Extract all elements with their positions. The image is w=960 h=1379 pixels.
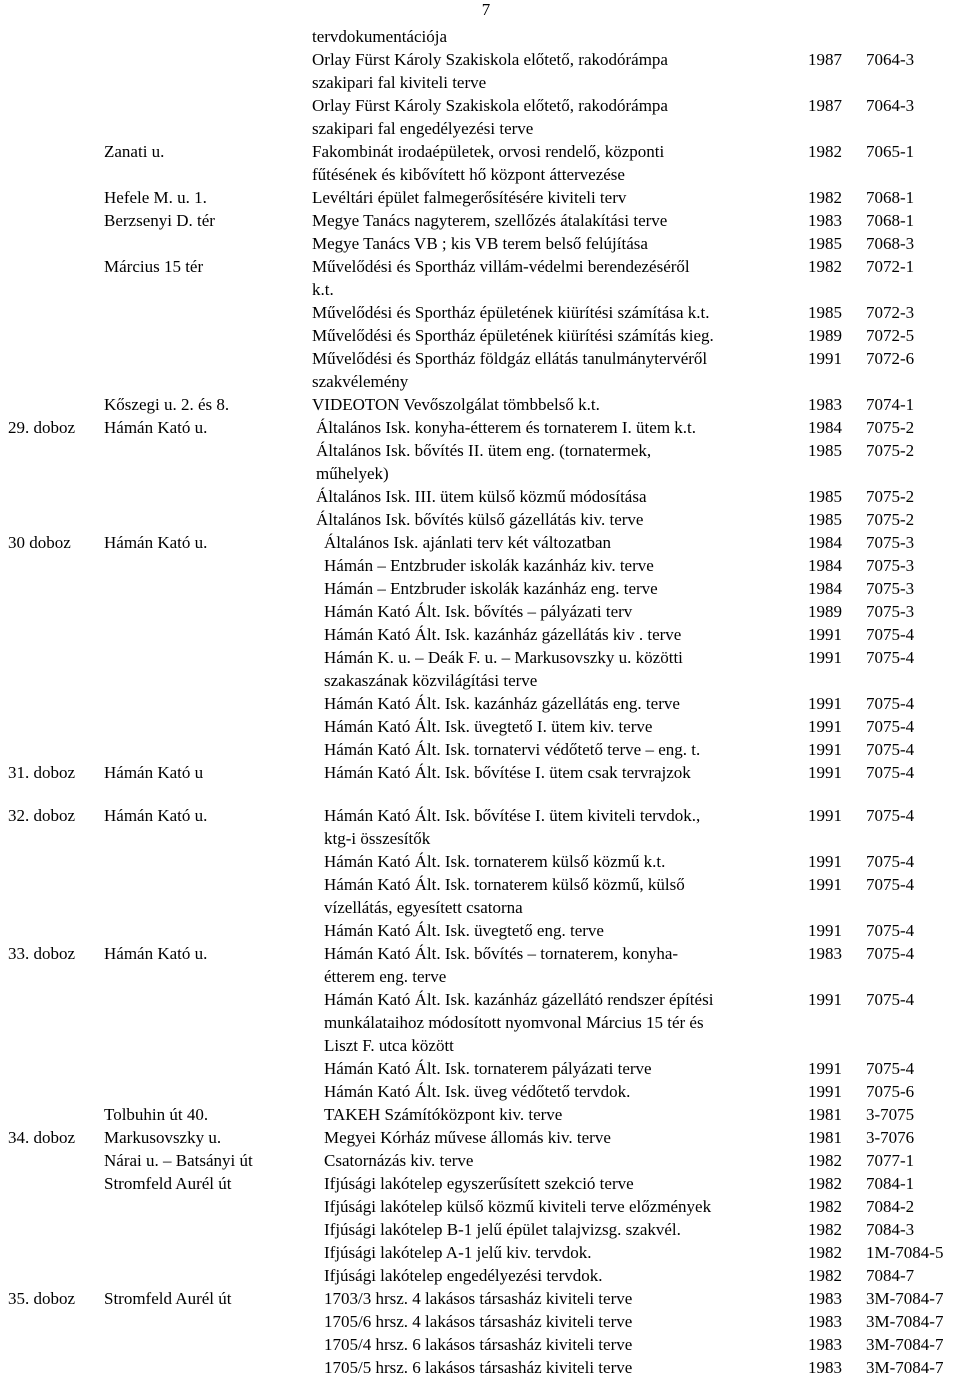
year-cell: 1983: [808, 1358, 842, 1377]
year-cell: 1982: [808, 1197, 842, 1216]
table-row: [0, 554, 960, 577]
code-cell: 3M-7084-7: [866, 1312, 944, 1331]
table-row: [0, 370, 960, 393]
table-row: [0, 1080, 960, 1103]
description-cell: tervdokumentációja: [312, 27, 448, 46]
code-cell: 7075-3: [866, 533, 915, 552]
year-cell: 1985: [808, 487, 842, 506]
code-cell: 7075-4: [866, 648, 915, 667]
table-row: [0, 1310, 960, 1333]
table-row: [0, 278, 960, 301]
code-cell: 7075-4: [866, 717, 915, 736]
code-cell: 7084-3: [866, 1220, 915, 1239]
box-number-cell: 32. doboz: [8, 806, 76, 825]
description-cell: szakaszának közvilágítási terve: [324, 671, 538, 690]
description-cell: ktg-i összesítők: [324, 829, 431, 848]
table-row: [0, 71, 960, 94]
address-cell: Hámán Kató u.: [104, 806, 208, 825]
code-cell: 7075-4: [866, 1059, 915, 1078]
address-cell: Hámán Kató u.: [104, 418, 208, 437]
table-row: [0, 485, 960, 508]
year-cell: 1989: [808, 326, 842, 345]
table-row: [0, 1149, 960, 1172]
description-cell: Liszt F. utca között: [324, 1036, 454, 1055]
year-cell: 1989: [808, 602, 842, 621]
table-row: [0, 393, 960, 416]
description-cell: Ifjúsági lakótelep B-1 jelű épület talajvizsg. szakvél.: [324, 1220, 681, 1239]
code-cell: 7075-4: [866, 944, 915, 963]
table-row: [0, 1356, 960, 1379]
address-cell: Kőszegi u. 2. és 8.: [104, 395, 230, 414]
code-cell: 7064-3: [866, 96, 915, 115]
year-cell: 1984: [808, 418, 842, 437]
year-cell: 1991: [808, 694, 842, 713]
address-cell: Markusovszky u.: [104, 1128, 222, 1147]
year-cell: 1981: [808, 1105, 842, 1124]
code-cell: 7075-3: [866, 556, 915, 575]
table-row: [0, 25, 960, 48]
page-number: 7: [481, 0, 491, 19]
year-cell: 1982: [808, 1243, 842, 1262]
year-cell: 1983: [808, 944, 842, 963]
year-cell: 1991: [808, 349, 842, 368]
description-cell: Hámán Kató Ált. Isk. üvegtető eng. terve: [324, 921, 604, 940]
table-row: [0, 324, 960, 347]
code-cell: 7075-3: [866, 602, 915, 621]
code-cell: 3M-7084-7: [866, 1358, 944, 1377]
address-cell: Március 15 tér: [104, 257, 204, 276]
table-row: [0, 232, 960, 255]
description-cell: fűtésének és kibővített hő központ áttervezése: [312, 165, 625, 184]
table-row: [0, 577, 960, 600]
table-row: [0, 738, 960, 761]
code-cell: 7084-1: [866, 1174, 915, 1193]
description-cell: Hámán – Entzbruder iskolák kazánház eng. terve: [324, 579, 658, 598]
year-cell: 1991: [808, 1082, 842, 1101]
code-cell: 3-7076: [866, 1128, 915, 1147]
description-cell: Művelődési és Sportház villám-védelmi berendezéséről: [312, 257, 690, 276]
table-row: [0, 301, 960, 324]
code-cell: 7075-4: [866, 990, 915, 1009]
code-cell: 7068-1: [866, 188, 915, 207]
description-cell: Általános Isk. ajánlati terv két változatban: [324, 533, 612, 552]
table-row: [0, 988, 960, 1011]
description-cell: VIDEOTON Vevőszolgálat tömbbelső k.t.: [312, 395, 600, 414]
table-row: [0, 1264, 960, 1287]
table-row: [0, 850, 960, 873]
address-cell: Hefele M. u. 1.: [104, 188, 207, 207]
address-cell: Tolbuhin út 40.: [104, 1105, 209, 1124]
box-number-cell: 33. doboz: [8, 944, 76, 963]
year-cell: 1982: [808, 257, 842, 276]
description-cell: Csatornázás kiv. terve: [324, 1151, 474, 1170]
table-row: [0, 140, 960, 163]
table-row: [0, 873, 960, 896]
code-cell: 7074-1: [866, 395, 915, 414]
code-cell: 1M-7084-5: [866, 1243, 944, 1262]
table-row: [0, 646, 960, 669]
code-cell: 7084-2: [866, 1197, 915, 1216]
year-cell: 1985: [808, 510, 842, 529]
code-cell: 3-7075: [866, 1105, 915, 1124]
description-cell: Általános Isk. bővítés II. ütem eng. (tornatermek,: [316, 441, 652, 460]
code-cell: 7068-3: [866, 234, 915, 253]
address-cell: Hámán Kató u: [104, 763, 204, 782]
year-cell: 1991: [808, 806, 842, 825]
code-cell: 7072-3: [866, 303, 915, 322]
code-cell: 7075-4: [866, 740, 915, 759]
year-cell: 1982: [808, 1266, 842, 1285]
code-cell: 7072-5: [866, 326, 915, 345]
year-cell: 1991: [808, 875, 842, 894]
description-cell: Művelődési és Sportház épületének kiürítési számítás kieg.: [312, 326, 714, 345]
box-number-cell: 31. doboz: [8, 763, 76, 782]
description-cell: 1705/6 hrsz. 4 lakásos társasház kiviteli terve: [324, 1312, 633, 1331]
description-cell: szakipari fal kiviteli terve: [312, 73, 487, 92]
address-cell: Stromfeld Aurél út: [104, 1174, 232, 1193]
description-cell: TAKEH Számítóközpont kiv. terve: [324, 1105, 563, 1124]
description-cell: Megye Tanács VB ; kis VB terem belső felújítása: [312, 234, 648, 253]
table-row: [0, 1011, 960, 1034]
table-row: [0, 1126, 960, 1149]
description-cell: Hámán Kató Ált. Isk. tornaterem külső közmű k.t.: [324, 852, 666, 871]
table-row: [0, 715, 960, 738]
description-cell: vízellátás, egyesített csatorna: [324, 898, 523, 917]
table-row: [0, 1195, 960, 1218]
year-cell: 1991: [808, 1059, 842, 1078]
code-cell: 7068-1: [866, 211, 915, 230]
description-cell: Ifjúsági lakótelep egyszerűsített szekció terve: [324, 1174, 634, 1193]
code-cell: 7075-2: [866, 510, 915, 529]
table-row: [0, 965, 960, 988]
table-row: [0, 508, 960, 531]
table-row: [0, 692, 960, 715]
table-row: [0, 827, 960, 850]
table-row: [0, 942, 960, 965]
description-cell: Hámán Kató Ált. Isk. tornaterem külső közmű, külső: [324, 875, 685, 894]
description-cell: Művelődési és Sportház földgáz ellátás tanulmánytervéről: [312, 349, 708, 368]
table-row: [0, 804, 960, 827]
year-cell: 1982: [808, 188, 842, 207]
year-cell: 1985: [808, 441, 842, 460]
table-row: [0, 186, 960, 209]
description-cell: Hámán Kató Ált. Isk. bővítés – tornaterem, konyha-: [324, 944, 679, 963]
table-row: [0, 1034, 960, 1057]
code-cell: 7072-6: [866, 349, 915, 368]
year-cell: 1983: [808, 211, 842, 230]
year-cell: 1991: [808, 990, 842, 1009]
address-cell: Nárai u. – Batsányi út: [104, 1151, 253, 1170]
description-cell: Ifjúsági lakótelep A-1 jelű kiv. tervdok.: [324, 1243, 592, 1262]
year-cell: 1985: [808, 303, 842, 322]
table-row: [0, 623, 960, 646]
box-number-cell: 34. doboz: [8, 1128, 76, 1147]
code-cell: 7064-3: [866, 50, 915, 69]
year-cell: 1984: [808, 556, 842, 575]
description-cell: étterem eng. terve: [324, 967, 447, 986]
description-cell: Hámán Kató Ált. Isk. kazánház gázellátás eng. terve: [324, 694, 680, 713]
address-cell: Hámán Kató u.: [104, 533, 208, 552]
year-cell: 1983: [808, 1335, 842, 1354]
description-cell: Ifjúsági lakótelep külső közmű kiviteli terve előzmények: [324, 1197, 712, 1216]
address-cell: Stromfeld Aurél út: [104, 1289, 232, 1308]
code-cell: 7077-1: [866, 1151, 915, 1170]
year-cell: 1985: [808, 234, 842, 253]
table-row: [0, 347, 960, 370]
year-cell: 1984: [808, 533, 842, 552]
description-cell: szakvélemény: [312, 372, 409, 391]
table-row: [0, 531, 960, 554]
description-cell: Hámán Kató Ált. Isk. kazánház gázellátás kiv . terve: [324, 625, 682, 644]
table-row: [0, 462, 960, 485]
year-cell: 1991: [808, 625, 842, 644]
table-row: [0, 1333, 960, 1356]
code-cell: 7065-1: [866, 142, 915, 161]
code-cell: 7075-2: [866, 418, 915, 437]
code-cell: 7075-3: [866, 579, 915, 598]
address-cell: Zanati u.: [104, 142, 165, 161]
year-cell: 1983: [808, 1289, 842, 1308]
description-cell: k.t.: [312, 280, 334, 299]
code-cell: 7075-4: [866, 763, 915, 782]
description-cell: Művelődési és Sportház épületének kiürítési számítása k.t.: [312, 303, 710, 322]
description-cell: 1703/3 hrsz. 4 lakásos társasház kiviteli terve: [324, 1289, 633, 1308]
table-row: [0, 669, 960, 692]
description-cell: Hámán Kató Ált. Isk. bővítése I. ütem csak tervrajzok: [324, 763, 691, 782]
table-row: [0, 94, 960, 117]
code-cell: 3M-7084-7: [866, 1335, 944, 1354]
year-cell: 1982: [808, 1220, 842, 1239]
table-row: [0, 1241, 960, 1264]
table-row: [0, 1057, 960, 1080]
description-cell: szakipari fal engedélyezési terve: [312, 119, 534, 138]
year-cell: 1982: [808, 1174, 842, 1193]
description-cell: Levéltári épület falmegerősítésére kiviteli terv: [312, 188, 627, 207]
year-cell: 1987: [808, 50, 842, 69]
table-row: [0, 919, 960, 942]
year-cell: 1983: [808, 1312, 842, 1331]
code-cell: 7075-4: [866, 852, 915, 871]
table-row: [0, 761, 960, 784]
description-cell: Hámán K. u. – Deák F. u. – Markusovszky u. közötti: [324, 648, 683, 667]
table-row: [0, 1172, 960, 1195]
description-cell: munkálataihoz módosított nyomvonal Március 15 tér és: [324, 1013, 704, 1032]
description-cell: Hámán – Entzbruder iskolák kazánház kiv. terve: [324, 556, 654, 575]
description-cell: Általános Isk. bővítés külső gázellátás kiv. terve: [316, 510, 644, 529]
address-cell: Hámán Kató u.: [104, 944, 208, 963]
table-row: [0, 1287, 960, 1310]
description-cell: Orlay Fürst Károly Szakiskola előtető, rakodórámpa: [312, 96, 668, 115]
description-cell: Hámán Kató Ált. Isk. tornatervi védőtető terve – eng. t.: [324, 740, 701, 759]
code-cell: 7075-4: [866, 806, 915, 825]
code-cell: 7075-4: [866, 875, 915, 894]
box-number-cell: 30 doboz: [8, 533, 71, 552]
code-cell: 7075-4: [866, 694, 915, 713]
address-cell: Berzsenyi D. tér: [104, 211, 215, 230]
year-cell: 1984: [808, 579, 842, 598]
year-cell: 1991: [808, 763, 842, 782]
table-row: [0, 117, 960, 140]
table-row: [0, 416, 960, 439]
code-cell: 7075-2: [866, 441, 915, 460]
description-cell: Megyei Kórház művese állomás kiv. terve: [324, 1128, 611, 1147]
table-row: [0, 439, 960, 462]
table-row: [0, 255, 960, 278]
description-cell: Hámán Kató Ált. Isk. bővítés – pályázati terv: [324, 602, 633, 621]
description-cell: Hámán Kató Ált. Isk. üveg védőtető tervdok.: [324, 1082, 631, 1101]
table-row: [0, 1218, 960, 1241]
year-cell: 1991: [808, 740, 842, 759]
table-row: [0, 896, 960, 919]
code-cell: 7075-4: [866, 921, 915, 940]
description-cell: Általános Isk. III. ütem külső közmű módosítása: [316, 487, 647, 506]
code-cell: 7084-7: [866, 1266, 915, 1285]
table-row: [0, 600, 960, 623]
table-row: [0, 163, 960, 186]
description-cell: Hámán Kató Ált. Isk. üvegtető I. ütem kiv. terve: [324, 717, 653, 736]
description-cell: Orlay Fürst Károly Szakiskola előtető, rakodórámpa: [312, 50, 668, 69]
year-cell: 1991: [808, 648, 842, 667]
table-row: [0, 48, 960, 71]
year-cell: 1991: [808, 921, 842, 940]
description-cell: Megye Tanács nagyterem, szellőzés átalakítási terve: [312, 211, 668, 230]
description-cell: Hámán Kató Ált. Isk. tornaterem pályázati terve: [324, 1059, 652, 1078]
code-cell: 7075-6: [866, 1082, 915, 1101]
description-cell: Hámán Kató Ált. Isk. bővítése I. ütem kiviteli tervdok.,: [324, 806, 701, 825]
year-cell: 1983: [808, 395, 842, 414]
box-number-cell: 29. doboz: [8, 418, 76, 437]
code-cell: 7075-4: [866, 625, 915, 644]
description-cell: műhelyek): [316, 464, 389, 483]
table-row: [0, 209, 960, 232]
description-cell: 1705/5 hrsz. 6 lakásos társasház kiviteli terve: [324, 1358, 633, 1377]
description-cell: 1705/4 hrsz. 6 lakásos társasház kiviteli terve: [324, 1335, 633, 1354]
description-cell: Ifjúsági lakótelep engedélyezési tervdok.: [324, 1266, 603, 1285]
year-cell: 1982: [808, 1151, 842, 1170]
code-cell: 7072-1: [866, 257, 915, 276]
description-cell: Fakombinát irodaépületek, orvosi rendelő, központi: [312, 142, 665, 161]
code-cell: 7075-2: [866, 487, 915, 506]
year-cell: 1991: [808, 717, 842, 736]
year-cell: 1982: [808, 142, 842, 161]
description-cell: Hámán Kató Ált. Isk. kazánház gázellátó rendszer építési: [324, 990, 714, 1009]
year-cell: 1981: [808, 1128, 842, 1147]
description-cell: Általános Isk. konyha-étterem és tornaterem I. ütem k.t.: [316, 418, 697, 437]
code-cell: 3M-7084-7: [866, 1289, 944, 1308]
table-row: [0, 1103, 960, 1126]
box-number-cell: 35. doboz: [8, 1289, 76, 1308]
year-cell: 1987: [808, 96, 842, 115]
year-cell: 1991: [808, 852, 842, 871]
